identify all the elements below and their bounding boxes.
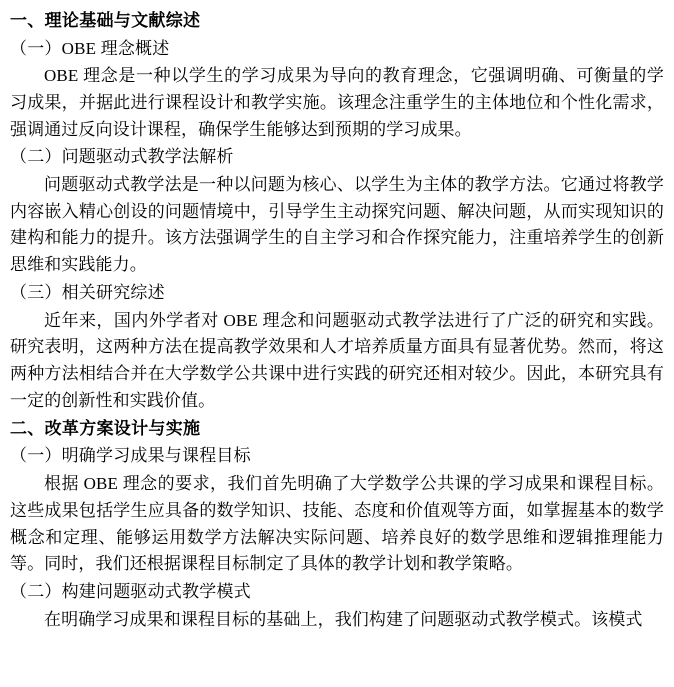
paragraph-obe-overview: OBE 理念是一种以学生的学习成果为导向的教育理念，它强调明确、可衡量的学习成果，并据此进行课程设计和教学实施。该理念注重学生的主体地位和个性化需求，强调通过反向设计课程，确保学生能够达到预期的学习成果。 — [10, 65, 664, 139]
section-theoretical-basis — [10, 8, 664, 415]
subsection-heading-teaching-model: （二）构建问题驱动式教学模式 — [10, 582, 251, 602]
section-heading: 一、理论基础与文献综述 — [10, 11, 201, 30]
subsection-heading-learning-outcomes: （一）明确学习成果与课程目标 — [10, 446, 251, 466]
subsection-heading-pbl-analysis: （二）问题驱动式教学法解析 — [10, 147, 234, 167]
section-heading: 二、改革方案设计与实施 — [10, 418, 201, 438]
paragraph-learning-outcomes: 根据 OBE 理念的要求，我们首先明确了大学数学公共课的学习成果和课程目标。这些成果包括学生应具备的数学知识、技能、态度和价值观等方面，如掌握基本的数学概念和定理、能够运用数学方法解决实际问题、培养良好的数学思维和逻辑推理能力等。同时，我们还根据课程目标制定了具体的教学计划和教学策略。 — [10, 473, 664, 574]
subsection-heading-obe-overview: （一）OBE 理念概述 — [10, 38, 170, 58]
paragraph-literature-review: 近年来，国内外学者对 OBE 理念和问题驱动式教学法进行了广泛的研究和实践。研究表明，这两种方法在提高教学效果和人才培养质量方面具有显著优势。然而，将这两种方法相结合并在大学数学公共课中进行实践的研究还相对较少。因此，本研究具有一定的创新性和实践价值。 — [10, 310, 664, 411]
subsection-heading-literature-review: （三）相关研究综述 — [10, 283, 165, 303]
paragraph-pbl-analysis: 问题驱动式教学法是一种以问题为核心、以学生为主体的教学方法。它通过将教学内容嵌入精心创设的问题情境中，引导学生主动探究问题、解决问题，从而实现知识的建构和能力的提升。该方法强调学生的自主学习和合作探究能力，注重培养学生的创新思维和实践能力。 — [10, 174, 664, 275]
paragraph-teaching-model: 在明确学习成果和课程目标的基础上，我们构建了问题驱动式教学模式。该模式 — [44, 609, 643, 629]
section-reform-plan — [10, 416, 664, 633]
